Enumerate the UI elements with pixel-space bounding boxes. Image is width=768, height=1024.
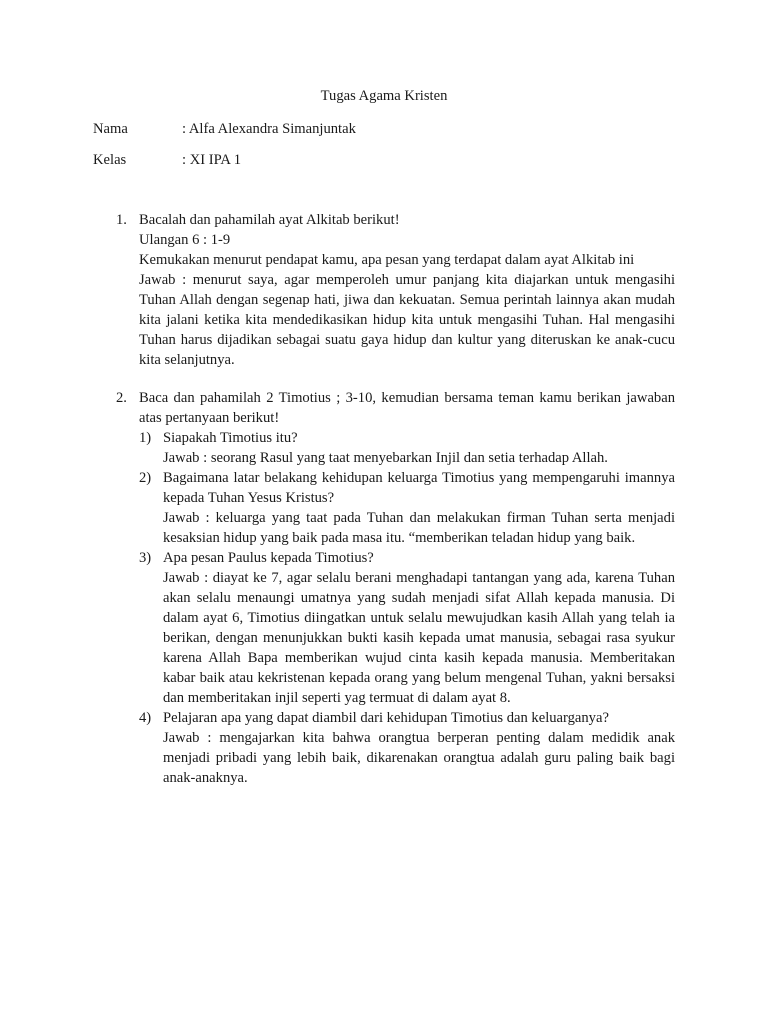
subquestion-number: 4) [139,710,152,726]
subquestion-3 [139,548,675,708]
subquestion-number: 2) [139,470,152,486]
question-body [139,210,675,370]
meta-value: : Alfa Alexandra Simanjuntak [182,121,356,137]
document-title: Tugas Agama Kristen [320,88,448,104]
subquestion-answer: Jawab : seorang Rasul yang taat menyebarkan Injil dan setia terhadap Allah. [163,450,608,466]
question-body [139,388,675,788]
subquestion-number: 1) [139,430,152,446]
subquestion-4 [139,708,675,788]
subquestion-text: Pelajaran apa yang dapat diambil dari kehidupan Timotius dan keluarganya? [163,710,609,726]
subquestion-answer: Jawab : mengajarkan kita bahwa orangtua berperan penting dalam medidik anak menjadi pribadi yang lebih baik, dikarenakan orangtua adalah guru paling baik bagi anak-anaknya. [163,730,675,786]
question-prompt: Kemukakan menurut pendapat kamu, apa pesan yang terdapat dalam ayat Alkitab ini [139,252,635,268]
question-number: 1. [116,212,127,228]
meta-value: : XI IPA 1 [182,152,242,168]
meta-label: Nama [93,121,128,137]
meta-row-nama [93,119,356,139]
subquestion-text: Siapakah Timotius itu? [163,430,298,446]
subquestion-1 [139,428,675,468]
question-2 [116,388,675,788]
subquestion-text: Apa pesan Paulus kepada Timotius? [163,550,374,566]
question-text: Bacalah dan pahamilah ayat Alkitab berikut! [139,212,400,228]
meta-row-kelas [93,150,241,170]
subquestion-answer: Jawab : keluarga yang taat pada Tuhan dan melakukan firman Tuhan serta menjadi kesaksian hidup yang baik pada masa itu. “memberikan teladan hidup yang baik. [163,510,675,546]
question-intro: Baca dan pahamilah 2 Timotius ; 3-10, kemudian bersama teman kamu berikan jawaban atas pertanyaan berikut! [139,390,675,426]
answer-text: Jawab : menurut saya, agar memperoleh umur panjang kita diajarkan untuk mengasihi Tuhan Allah dengan segenap hati, jiwa dan kekuatan. Semua perintah lainnya akan mudah kita jalani ketika kita mendedikasikan hidup kita untuk mengasihi Tuhan. Hal mengasihi Tuhan harus dijadikan sebagai suatu gaya hidup dan kultur yang diteruskan ke anak-cucu kita selanjutnya. [139,272,675,368]
subquestion-number: 3) [139,550,152,566]
subquestion-text: Bagaimana latar belakang kehidupan keluarga Timotius yang mempengaruhi imannya kepada Tuhan Yesus Kristus? [163,470,675,506]
meta-label: Kelas [93,152,127,168]
question-number: 2. [116,390,127,406]
subquestion-2 [139,468,675,548]
scripture-reference: Ulangan 6 : 1-9 [139,232,231,248]
subquestion-answer: Jawab : diayat ke 7, agar selalu berani menghadapi tantangan yang ada, karena Tuhan akan selalu menaungi umatnya yang sudah menjadi sifat Allah kepada manusia. Di dalam ayat 6, Timotius diingatkan untuk selalu mewujudkan kasih Allah yang telah ia berikan, dengan menunjukkan bukti kasih kepada umat manusia, sebagai rasa syukur karena Allah Bapa memberikan wujud cinta kasih kepada manusia. Memberitakan kabar baik atau kekristenan kepada orang yang belum mengenal Tuhan, yakni bersaksi dan memberitakan injil seperti yag termuat di dalam ayat 8. [163,570,675,706]
question-1 [116,210,675,370]
